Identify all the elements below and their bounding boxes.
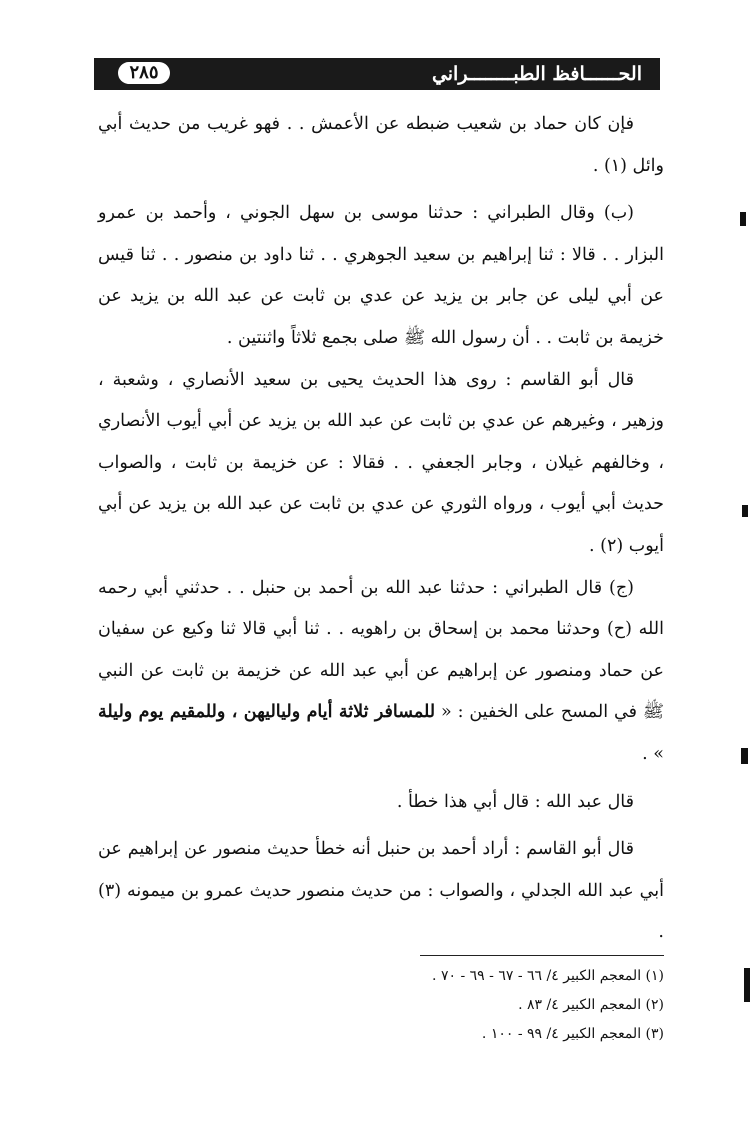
paragraph-4 xyxy=(98,568,664,776)
header-title: الحــــــافظ الطبــــــــراني xyxy=(431,63,642,85)
page-number: ٢٨٥ xyxy=(118,62,170,84)
scan-mark-2 xyxy=(742,505,748,517)
running-header xyxy=(94,58,660,90)
scan-mark-1 xyxy=(740,212,746,226)
paragraph-5: قال عبد الله : قال أبي هذا خطأ . xyxy=(396,791,634,812)
paragraph-6: قال أبو القاسم : أراد أحمد بن حنبل أنه خطأ حديث منصور عن إبراهيم عن أبي عبد الله الجدلي ، والصواب : من حديث منصور حديث عمرو بن ميمونه (٣) . xyxy=(98,839,664,943)
footnote-3: (٣) المعجم الكبير ٤/ ٩٩ - ١٠٠ . xyxy=(481,1026,664,1042)
paragraph-4-quote: للمسافر ثلاثة أيام ولياليهن ، وللمقيم يوم وليلة xyxy=(98,702,436,723)
footnote-divider xyxy=(420,955,664,956)
footnote-2: (٢) المعجم الكبير ٤/ ٨٣ . xyxy=(518,997,664,1013)
scan-mark-3 xyxy=(741,748,748,764)
paragraph-3: قال أبو القاسم : روى هذا الحديث يحيى بن سعيد الأنصاري ، وشعبة ، وزهير ، وغيرهم عن عدي بن ثابت عن عبد الله بن يزيد عن أبي أيوب الأنصاري ، وخالفهم غيلان ، وجابر الجعفي . . فقالا : عن خزيمة بن ثابت ، والصواب حديث أبي أيوب ، ورواه الثوري عن عدي بن ثابت عن عبد الله بن يزيد عن أبي أيوب (٢) . xyxy=(98,369,664,556)
paragraph-2: (ب) وقال الطبراني : حدثنا موسى بن سهل الجوني ، وأحمد بن عمرو البزار . . قالا : ثنا إبراهيم بن سعيد الجوهري . . ثنا داود بن منصور . . ثنا قيس عن أبي ليلى عن جابر بن يزيد عن عدي بن ثابت عن عبد الله بن يزيد عن خزيمة بن ثابت . . أن رسول الله ﷺ صلى بجمع ثلاثاً واثنتين . xyxy=(98,203,664,348)
paragraph-4-start: (ج) قال الطبراني : حدثنا عبد الله بن أحمد بن حنبل . . حدثني أبي رحمه الله (ح) وحدثنا محمد بن إسحاق بن راهويه . . ثنا أبي قالا ثنا وكيع عن سفيان عن حماد ومنصور عن إبراهيم عن أبي عبد الله عن خزيمة بن ثابت عن النبي ﷺ في المسح على الخفين : « xyxy=(98,577,664,723)
scan-mark-4 xyxy=(744,968,750,1002)
footnotes xyxy=(98,962,664,1049)
paragraph-4-end: » . xyxy=(642,743,664,764)
main-text xyxy=(98,104,664,954)
footnote-1: (١) المعجم الكبير ٤/ ٦٦ - ٦٧ - ٦٩ - ٧٠ . xyxy=(432,968,664,984)
paragraph-1: فإن كان حماد بن شعيب ضبطه عن الأعمش . . فهو غريب من حديث أبي وائل (١) . xyxy=(98,114,664,176)
